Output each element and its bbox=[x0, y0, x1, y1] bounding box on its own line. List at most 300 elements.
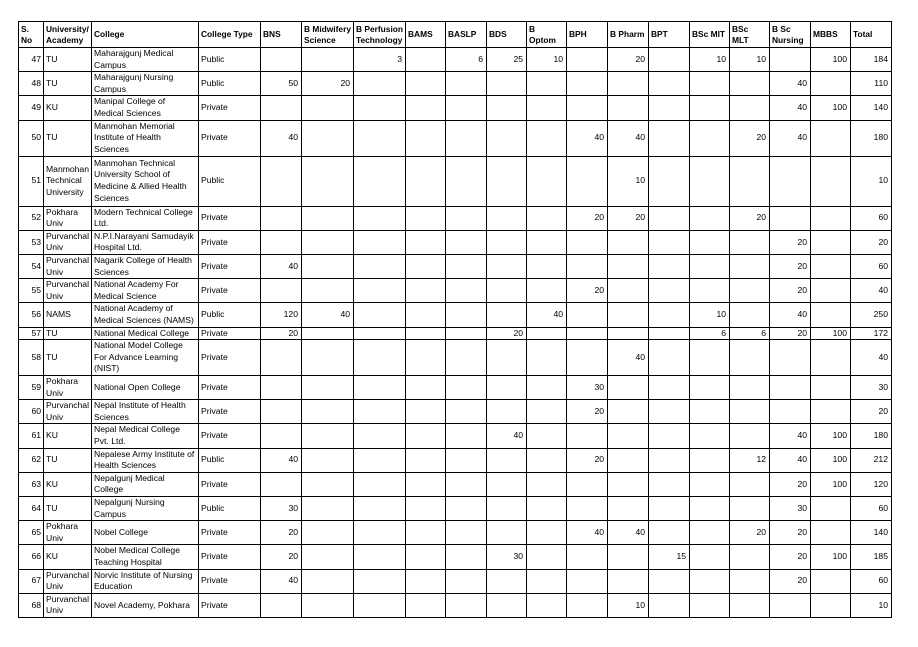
table-row bbox=[19, 340, 892, 376]
cell-b-optom bbox=[527, 254, 567, 278]
cell-bsc-mlt bbox=[730, 230, 770, 254]
cell-college-type: Private bbox=[199, 120, 261, 156]
cell-sno: 48 bbox=[19, 72, 44, 96]
cell-bsc-mlt bbox=[730, 497, 770, 521]
cell-sno: 53 bbox=[19, 230, 44, 254]
cell-bams bbox=[406, 254, 446, 278]
cell-bsc-mlt: 20 bbox=[730, 206, 770, 230]
table-row bbox=[19, 72, 892, 96]
cell-bsc-nursing bbox=[770, 376, 811, 400]
table-row bbox=[19, 569, 892, 593]
cell-b-pharm: 40 bbox=[608, 340, 649, 376]
cell-baslp bbox=[446, 120, 487, 156]
cell-b-pharm bbox=[608, 327, 649, 340]
cell-college-type: Private bbox=[199, 593, 261, 617]
cell-b-midwifery: 20 bbox=[302, 72, 354, 96]
cell-mbbs bbox=[811, 593, 851, 617]
cell-baslp bbox=[446, 206, 487, 230]
cell-university: Purvanchal Univ bbox=[44, 400, 92, 424]
cell-bsc-mit bbox=[690, 497, 730, 521]
cell-bsc-mit bbox=[690, 569, 730, 593]
cell-university: Pokhara Univ bbox=[44, 521, 92, 545]
cell-mbbs bbox=[811, 120, 851, 156]
cell-bsc-mlt bbox=[730, 254, 770, 278]
cell-university: Purvanchal Univ bbox=[44, 230, 92, 254]
cell-b-midwifery bbox=[302, 593, 354, 617]
cell-b-optom bbox=[527, 521, 567, 545]
cell-mbbs bbox=[811, 303, 851, 327]
table-header-row bbox=[19, 22, 892, 48]
cell-university: TU bbox=[44, 340, 92, 376]
cell-bpt bbox=[649, 424, 690, 448]
cell-university: TU bbox=[44, 120, 92, 156]
cell-college-type: Private bbox=[199, 279, 261, 303]
header-baslp: BASLP bbox=[446, 22, 487, 48]
cell-total: 140 bbox=[851, 96, 892, 120]
cell-b-optom bbox=[527, 327, 567, 340]
cell-bsc-mlt bbox=[730, 376, 770, 400]
cell-bsc-nursing: 40 bbox=[770, 96, 811, 120]
cell-b-pharm bbox=[608, 424, 649, 448]
cell-bsc-mlt: 6 bbox=[730, 327, 770, 340]
cell-b-optom bbox=[527, 545, 567, 569]
cell-b-perfusion bbox=[354, 279, 406, 303]
cell-bams bbox=[406, 569, 446, 593]
cell-bph bbox=[567, 497, 608, 521]
cell-university: Purvanchal Univ bbox=[44, 593, 92, 617]
cell-b-pharm bbox=[608, 448, 649, 472]
cell-b-optom: 10 bbox=[527, 48, 567, 72]
cell-b-perfusion bbox=[354, 327, 406, 340]
cell-mbbs bbox=[811, 400, 851, 424]
table-row bbox=[19, 472, 892, 496]
cell-bns: 40 bbox=[261, 569, 302, 593]
cell-college-type: Private bbox=[199, 254, 261, 278]
cell-bsc-mit bbox=[690, 120, 730, 156]
cell-bsc-mit bbox=[690, 206, 730, 230]
cell-sno: 63 bbox=[19, 472, 44, 496]
cell-bph: 30 bbox=[567, 376, 608, 400]
cell-bsc-nursing bbox=[770, 340, 811, 376]
cell-bams bbox=[406, 96, 446, 120]
cell-baslp bbox=[446, 327, 487, 340]
cell-bsc-mit bbox=[690, 376, 730, 400]
cell-bph bbox=[567, 472, 608, 496]
cell-b-optom bbox=[527, 400, 567, 424]
cell-bsc-mit bbox=[690, 400, 730, 424]
cell-mbbs: 100 bbox=[811, 448, 851, 472]
table-row bbox=[19, 327, 892, 340]
cell-b-optom bbox=[527, 472, 567, 496]
cell-total: 20 bbox=[851, 230, 892, 254]
cell-bsc-mit bbox=[690, 545, 730, 569]
cell-college-type: Private bbox=[199, 424, 261, 448]
cell-sno: 62 bbox=[19, 448, 44, 472]
cell-total: 60 bbox=[851, 206, 892, 230]
cell-bams bbox=[406, 497, 446, 521]
cell-bams bbox=[406, 327, 446, 340]
cell-b-perfusion bbox=[354, 340, 406, 376]
cell-b-perfusion bbox=[354, 120, 406, 156]
cell-b-perfusion bbox=[354, 230, 406, 254]
cell-b-pharm: 40 bbox=[608, 521, 649, 545]
cell-bns: 40 bbox=[261, 254, 302, 278]
cell-bsc-mit bbox=[690, 254, 730, 278]
cell-bpt bbox=[649, 279, 690, 303]
cell-sno: 65 bbox=[19, 521, 44, 545]
cell-total: 140 bbox=[851, 521, 892, 545]
cell-bpt bbox=[649, 254, 690, 278]
cell-b-perfusion bbox=[354, 545, 406, 569]
cell-bsc-mlt: 20 bbox=[730, 521, 770, 545]
cell-bns bbox=[261, 400, 302, 424]
cell-b-pharm: 40 bbox=[608, 120, 649, 156]
cell-bsc-mit bbox=[690, 156, 730, 206]
cell-bsc-mlt: 12 bbox=[730, 448, 770, 472]
cell-bsc-mit bbox=[690, 279, 730, 303]
cell-bph bbox=[567, 593, 608, 617]
cell-total: 20 bbox=[851, 400, 892, 424]
cell-bsc-mlt bbox=[730, 340, 770, 376]
cell-bpt bbox=[649, 472, 690, 496]
cell-total: 172 bbox=[851, 327, 892, 340]
cell-university: TU bbox=[44, 448, 92, 472]
cell-baslp bbox=[446, 569, 487, 593]
cell-mbbs bbox=[811, 254, 851, 278]
cell-bams bbox=[406, 545, 446, 569]
header-sno: S. No bbox=[19, 22, 44, 48]
cell-bsc-nursing: 40 bbox=[770, 303, 811, 327]
cell-bds bbox=[487, 448, 527, 472]
cell-college: Manipal College of Medical Sciences bbox=[92, 96, 199, 120]
header-college-type: College Type bbox=[199, 22, 261, 48]
cell-college-type: Public bbox=[199, 48, 261, 72]
cell-b-optom bbox=[527, 376, 567, 400]
cell-college: National Academy of Medical Sciences (NAMS) bbox=[92, 303, 199, 327]
table-row bbox=[19, 303, 892, 327]
cell-b-pharm bbox=[608, 303, 649, 327]
cell-mbbs bbox=[811, 72, 851, 96]
cell-bph bbox=[567, 569, 608, 593]
cell-bph bbox=[567, 72, 608, 96]
header-bpt: BPT bbox=[649, 22, 690, 48]
cell-b-perfusion bbox=[354, 521, 406, 545]
header-bsc-mlt: BSc MLT bbox=[730, 22, 770, 48]
table-row bbox=[19, 156, 892, 206]
header-university: University/ Academy bbox=[44, 22, 92, 48]
cell-bns: 40 bbox=[261, 120, 302, 156]
cell-bds: 40 bbox=[487, 424, 527, 448]
cell-sno: 61 bbox=[19, 424, 44, 448]
cell-b-midwifery bbox=[302, 230, 354, 254]
cell-sno: 66 bbox=[19, 545, 44, 569]
header-b-optom: B Optom bbox=[527, 22, 567, 48]
cell-baslp: 6 bbox=[446, 48, 487, 72]
cell-bams bbox=[406, 376, 446, 400]
cell-bpt bbox=[649, 593, 690, 617]
cell-baslp bbox=[446, 448, 487, 472]
cell-college-type: Public bbox=[199, 72, 261, 96]
cell-college: National Open College bbox=[92, 376, 199, 400]
cell-bph bbox=[567, 48, 608, 72]
cell-total: 40 bbox=[851, 279, 892, 303]
cell-b-perfusion bbox=[354, 254, 406, 278]
cell-b-midwifery bbox=[302, 48, 354, 72]
cell-college-type: Private bbox=[199, 96, 261, 120]
cell-bds bbox=[487, 279, 527, 303]
cell-university: Pokhara Univ bbox=[44, 206, 92, 230]
cell-bds bbox=[487, 376, 527, 400]
cell-mbbs bbox=[811, 340, 851, 376]
cell-b-optom bbox=[527, 593, 567, 617]
cell-bpt bbox=[649, 521, 690, 545]
cell-baslp bbox=[446, 497, 487, 521]
cell-b-midwifery bbox=[302, 569, 354, 593]
cell-bph bbox=[567, 424, 608, 448]
cell-b-optom bbox=[527, 340, 567, 376]
cell-bds bbox=[487, 569, 527, 593]
cell-b-midwifery bbox=[302, 96, 354, 120]
cell-bns bbox=[261, 156, 302, 206]
table-row bbox=[19, 120, 892, 156]
cell-bph: 40 bbox=[567, 521, 608, 545]
cell-b-pharm bbox=[608, 254, 649, 278]
cell-mbbs: 100 bbox=[811, 545, 851, 569]
cell-bams bbox=[406, 424, 446, 448]
cell-university: TU bbox=[44, 72, 92, 96]
cell-mbbs: 100 bbox=[811, 48, 851, 72]
cell-b-perfusion bbox=[354, 96, 406, 120]
table-row bbox=[19, 230, 892, 254]
cell-total: 10 bbox=[851, 593, 892, 617]
cell-bams bbox=[406, 156, 446, 206]
cell-b-optom: 40 bbox=[527, 303, 567, 327]
cell-bsc-mlt: 20 bbox=[730, 120, 770, 156]
cell-college-type: Private bbox=[199, 376, 261, 400]
table-row bbox=[19, 48, 892, 72]
cell-university: TU bbox=[44, 497, 92, 521]
cell-b-midwifery bbox=[302, 120, 354, 156]
cell-bns bbox=[261, 376, 302, 400]
header-bams: BAMS bbox=[406, 22, 446, 48]
cell-b-pharm bbox=[608, 472, 649, 496]
cell-b-midwifery bbox=[302, 424, 354, 448]
table-row bbox=[19, 424, 892, 448]
cell-bsc-nursing bbox=[770, 400, 811, 424]
cell-bpt bbox=[649, 400, 690, 424]
cell-bsc-mlt bbox=[730, 156, 770, 206]
cell-b-pharm bbox=[608, 96, 649, 120]
cell-bds: 30 bbox=[487, 545, 527, 569]
cell-bph: 20 bbox=[567, 400, 608, 424]
cell-mbbs: 100 bbox=[811, 327, 851, 340]
cell-bph: 20 bbox=[567, 279, 608, 303]
cell-mbbs bbox=[811, 230, 851, 254]
cell-bph: 40 bbox=[567, 120, 608, 156]
cell-bams bbox=[406, 521, 446, 545]
cell-b-pharm bbox=[608, 376, 649, 400]
cell-bph bbox=[567, 96, 608, 120]
cell-college-type: Private bbox=[199, 545, 261, 569]
cell-mbbs bbox=[811, 569, 851, 593]
header-bsc-nursing: B Sc Nursing bbox=[770, 22, 811, 48]
cell-bns bbox=[261, 206, 302, 230]
cell-sno: 55 bbox=[19, 279, 44, 303]
cell-b-perfusion bbox=[354, 156, 406, 206]
cell-baslp bbox=[446, 545, 487, 569]
cell-bpt bbox=[649, 48, 690, 72]
cell-college: Novel Academy, Pokhara bbox=[92, 593, 199, 617]
cell-bsc-mit bbox=[690, 448, 730, 472]
cell-bpt bbox=[649, 376, 690, 400]
cell-sno: 57 bbox=[19, 327, 44, 340]
cell-b-midwifery bbox=[302, 448, 354, 472]
cell-college: Nepal Institute of Health Sciences bbox=[92, 400, 199, 424]
cell-college-type: Private bbox=[199, 472, 261, 496]
cell-university: Purvanchal Univ bbox=[44, 569, 92, 593]
cell-bns: 20 bbox=[261, 545, 302, 569]
cell-college: Nepal Medical College Pvt. Ltd. bbox=[92, 424, 199, 448]
header-bph: BPH bbox=[567, 22, 608, 48]
cell-bsc-nursing: 40 bbox=[770, 120, 811, 156]
cell-bph bbox=[567, 340, 608, 376]
cell-b-optom bbox=[527, 156, 567, 206]
cell-bsc-mit bbox=[690, 424, 730, 448]
cell-sno: 49 bbox=[19, 96, 44, 120]
cell-sno: 58 bbox=[19, 340, 44, 376]
cell-bams bbox=[406, 472, 446, 496]
cell-bns bbox=[261, 96, 302, 120]
cell-bsc-mit bbox=[690, 340, 730, 376]
cell-bns: 50 bbox=[261, 72, 302, 96]
cell-college: Nagarik College of Health Sciences bbox=[92, 254, 199, 278]
cell-sno: 54 bbox=[19, 254, 44, 278]
cell-b-optom bbox=[527, 569, 567, 593]
cell-bsc-mit bbox=[690, 96, 730, 120]
cell-bpt bbox=[649, 340, 690, 376]
cell-bsc-nursing: 40 bbox=[770, 448, 811, 472]
table-row bbox=[19, 521, 892, 545]
cell-bns: 40 bbox=[261, 448, 302, 472]
cell-bds bbox=[487, 303, 527, 327]
cell-sno: 59 bbox=[19, 376, 44, 400]
cell-college: Modern Technical College Ltd. bbox=[92, 206, 199, 230]
cell-university: Purvanchal Univ bbox=[44, 254, 92, 278]
cell-total: 185 bbox=[851, 545, 892, 569]
cell-sno: 47 bbox=[19, 48, 44, 72]
cell-sno: 68 bbox=[19, 593, 44, 617]
cell-bsc-nursing: 20 bbox=[770, 327, 811, 340]
cell-sno: 51 bbox=[19, 156, 44, 206]
cell-b-midwifery bbox=[302, 156, 354, 206]
header-bds: BDS bbox=[487, 22, 527, 48]
cell-sno: 64 bbox=[19, 497, 44, 521]
cell-bph bbox=[567, 254, 608, 278]
cell-mbbs bbox=[811, 206, 851, 230]
cell-bsc-nursing bbox=[770, 593, 811, 617]
cell-b-perfusion bbox=[354, 593, 406, 617]
cell-college: Maharajgunj Nursing Campus bbox=[92, 72, 199, 96]
cell-bns bbox=[261, 472, 302, 496]
cell-university: KU bbox=[44, 472, 92, 496]
cell-bsc-nursing bbox=[770, 156, 811, 206]
cell-baslp bbox=[446, 303, 487, 327]
header-b-pharm: B Pharm bbox=[608, 22, 649, 48]
cell-total: 250 bbox=[851, 303, 892, 327]
cell-bsc-mlt bbox=[730, 96, 770, 120]
cell-bsc-mlt bbox=[730, 279, 770, 303]
cell-bsc-nursing bbox=[770, 48, 811, 72]
cell-mbbs bbox=[811, 376, 851, 400]
cell-bams bbox=[406, 120, 446, 156]
cell-bds bbox=[487, 156, 527, 206]
cell-bds bbox=[487, 472, 527, 496]
table-row bbox=[19, 448, 892, 472]
cell-b-pharm bbox=[608, 569, 649, 593]
header-college: College bbox=[92, 22, 199, 48]
table-row bbox=[19, 545, 892, 569]
cell-college-type: Public bbox=[199, 156, 261, 206]
cell-bph bbox=[567, 230, 608, 254]
header-b-perfusion: B Perfusion Technology bbox=[354, 22, 406, 48]
cell-b-perfusion bbox=[354, 303, 406, 327]
cell-mbbs bbox=[811, 156, 851, 206]
cell-college-type: Private bbox=[199, 206, 261, 230]
cell-b-optom bbox=[527, 230, 567, 254]
cell-bams bbox=[406, 303, 446, 327]
cell-b-midwifery bbox=[302, 254, 354, 278]
cell-bns bbox=[261, 279, 302, 303]
cell-baslp bbox=[446, 72, 487, 96]
cell-college: Nepalese Army Institute of Health Sciences bbox=[92, 448, 199, 472]
table-row bbox=[19, 254, 892, 278]
cell-bds: 25 bbox=[487, 48, 527, 72]
cell-total: 120 bbox=[851, 472, 892, 496]
cell-b-perfusion bbox=[354, 72, 406, 96]
cell-bpt bbox=[649, 96, 690, 120]
cell-bsc-mlt bbox=[730, 400, 770, 424]
cell-university: KU bbox=[44, 424, 92, 448]
cell-total: 60 bbox=[851, 254, 892, 278]
cell-mbbs bbox=[811, 279, 851, 303]
cell-mbbs: 100 bbox=[811, 96, 851, 120]
seat-table bbox=[18, 21, 892, 618]
cell-bsc-mlt bbox=[730, 569, 770, 593]
cell-bsc-mit bbox=[690, 472, 730, 496]
cell-bns bbox=[261, 424, 302, 448]
cell-bph bbox=[567, 545, 608, 569]
cell-college: Manmohan Memorial Institute of Health Sciences bbox=[92, 120, 199, 156]
cell-bsc-mit bbox=[690, 593, 730, 617]
cell-b-pharm bbox=[608, 72, 649, 96]
cell-bns: 30 bbox=[261, 497, 302, 521]
cell-bsc-nursing bbox=[770, 206, 811, 230]
cell-university: KU bbox=[44, 96, 92, 120]
cell-bns: 20 bbox=[261, 521, 302, 545]
cell-b-midwifery bbox=[302, 206, 354, 230]
cell-university: Purvanchal Univ bbox=[44, 279, 92, 303]
cell-bsc-nursing: 20 bbox=[770, 472, 811, 496]
cell-baslp bbox=[446, 254, 487, 278]
cell-college-type: Private bbox=[199, 327, 261, 340]
cell-bpt bbox=[649, 569, 690, 593]
cell-university: NAMS bbox=[44, 303, 92, 327]
cell-b-pharm bbox=[608, 230, 649, 254]
cell-b-perfusion bbox=[354, 472, 406, 496]
cell-b-optom bbox=[527, 497, 567, 521]
cell-bds bbox=[487, 593, 527, 617]
cell-baslp bbox=[446, 96, 487, 120]
